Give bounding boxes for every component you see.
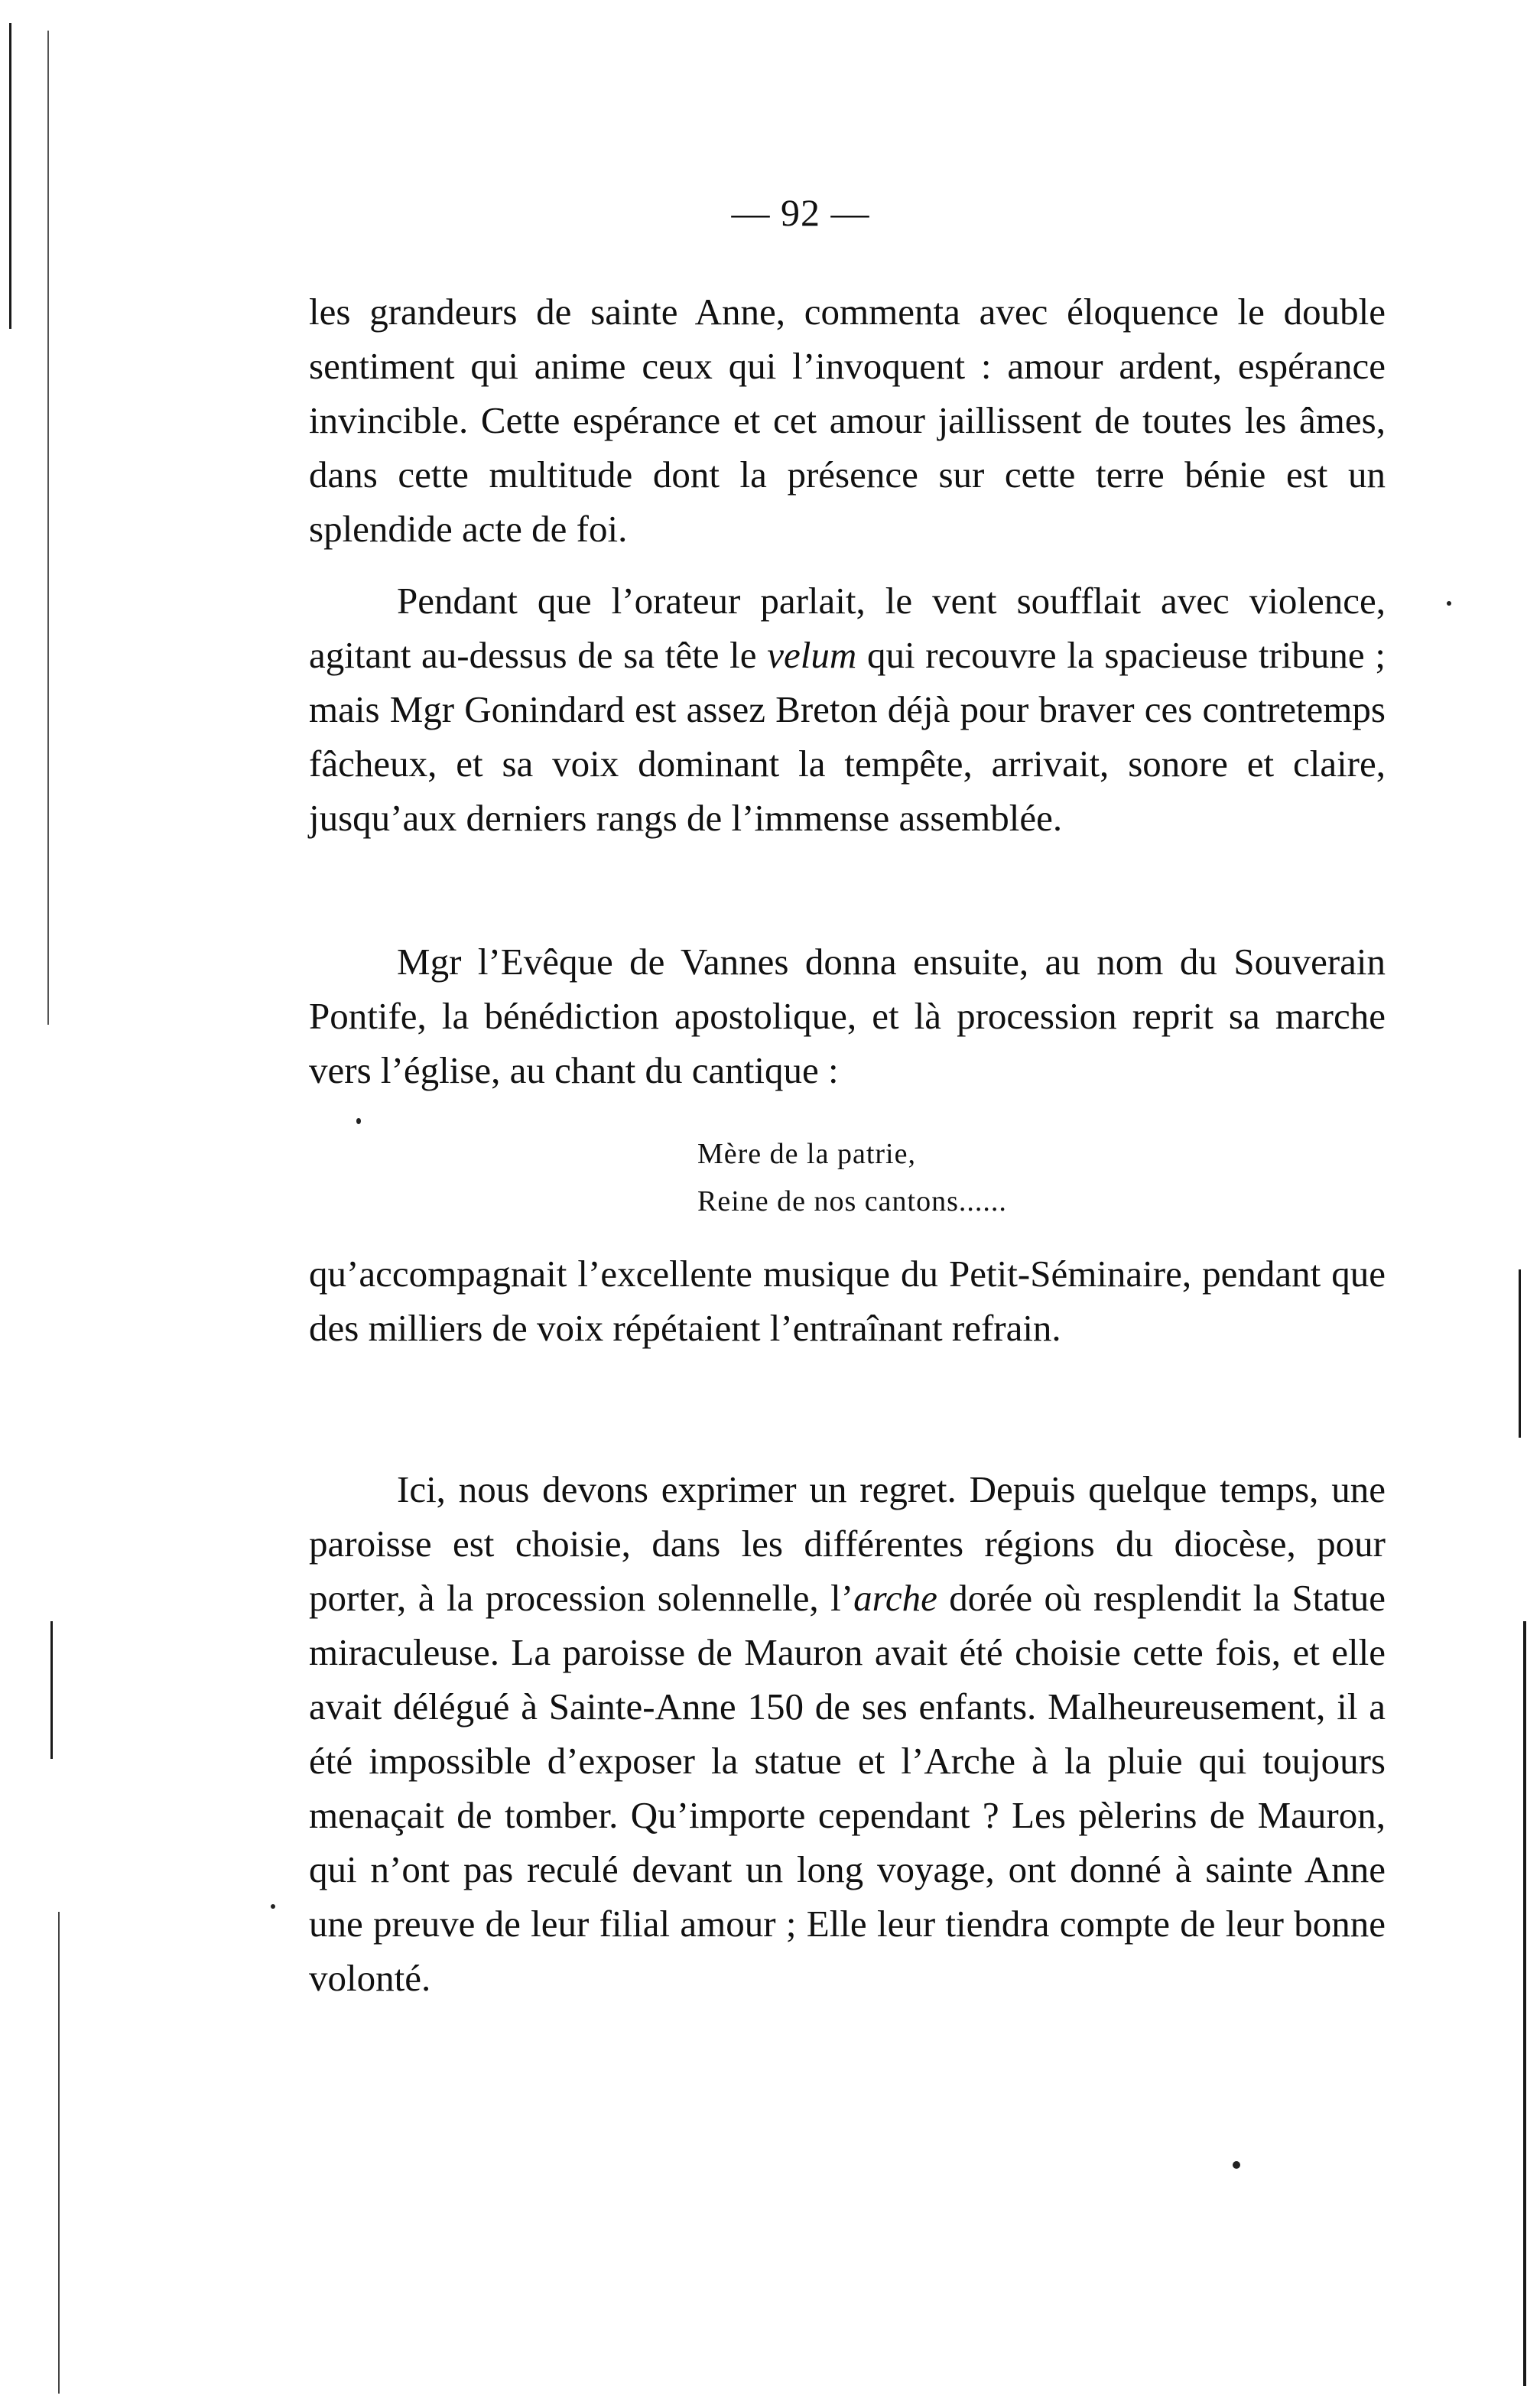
paragraph-2 bbox=[309, 574, 1386, 845]
scan-speck-4 bbox=[271, 1904, 275, 1909]
scan-speck bbox=[1447, 601, 1451, 606]
hymn-verse-line-1: Mère de la patrie, bbox=[697, 1138, 916, 1170]
scan-edge-line-left-2 bbox=[47, 31, 49, 1025]
scan-edge-line-left bbox=[9, 23, 11, 329]
paragraph-5-text-end: dorée où resplendit la Statue miraculeuse. La paroisse de Mauron avait été choisie cette fois, et elle avait délégué à Sainte-Anne 150 de ses enfants. Malheureusement, il a été impossible d’exposer la statue et l’Arche à la pluie qui toujours menaçait de tomber. Qu’importe cependant ? Les pèlerins de Mauron, qui n’ont pas reculé devant un long voyage, ont donné à sainte Anne une preuve de leur filial amour ; Elle leur tiendra compte de leur bonne volonté. bbox=[309, 1577, 1386, 1999]
italic-word-velum: velum bbox=[767, 634, 857, 676]
paragraph-3 bbox=[309, 934, 1386, 1097]
paragraph-2-text-start: Pendant que l’orateur parlait, le vent soufflait avec violence, agitant au-dessus de sa tête le bbox=[309, 580, 1386, 676]
scan-edge-line-left-4 bbox=[58, 1912, 60, 2394]
paragraph-1 bbox=[309, 284, 1386, 556]
paragraph-4 bbox=[309, 1247, 1386, 1355]
scan-edge-line-left-3 bbox=[50, 1621, 53, 1759]
paragraph-1-text: les grandeurs de sainte Anne, commenta avec éloquence le double sentiment qui anime ceux qui l’invoquent : amour ardent, espérance invincible. Cette espérance et cet amour jaillissent de toutes les âmes, dans cette multitude dont la présence sur cette terre bénie est un splendide acte de foi. bbox=[309, 291, 1386, 550]
scan-edge-line-right bbox=[1519, 1269, 1521, 1438]
italic-word-arche: arche bbox=[853, 1577, 937, 1619]
hymn-verse-line-2: Reine de nos cantons...... bbox=[697, 1185, 1007, 1217]
scan-speck-3 bbox=[1233, 2161, 1240, 2169]
paragraph-5-text-start: Ici, nous devons exprimer un regret. Depuis quelque temps, une paroisse est choisie, dans les différentes régions du diocèse, pour porter, à la procession solennelle, l’ bbox=[309, 1468, 1386, 1619]
paragraph-3-text: Mgr l’Evêque de Vannes donna ensuite, au nom du Souverain Pontife, la bénédiction apostolique, et là procession reprit sa marche vers l’église, au chant du cantique : bbox=[309, 941, 1386, 1091]
paragraph-2-text-end: qui recouvre la spacieuse tribune ; mais Mgr Gonindard est assez Breton déjà pour braver ces contretemps fâcheux, et sa voix dominant la tempête, arrivait, sonore et claire, jusqu’aux derniers rangs de l’immense assemblée. bbox=[309, 634, 1386, 839]
scan-speck-2 bbox=[356, 1118, 361, 1124]
scan-edge-line-right-2 bbox=[1523, 1621, 1526, 2386]
paragraph-5 bbox=[309, 1462, 1386, 2005]
paragraph-4-text: qu’accompagnait l’excellente musique du Petit-Séminaire, pendant que des milliers de voix répétaient l’entraînant refrain. bbox=[309, 1253, 1386, 1349]
page-number: — 92 — bbox=[731, 191, 870, 234]
